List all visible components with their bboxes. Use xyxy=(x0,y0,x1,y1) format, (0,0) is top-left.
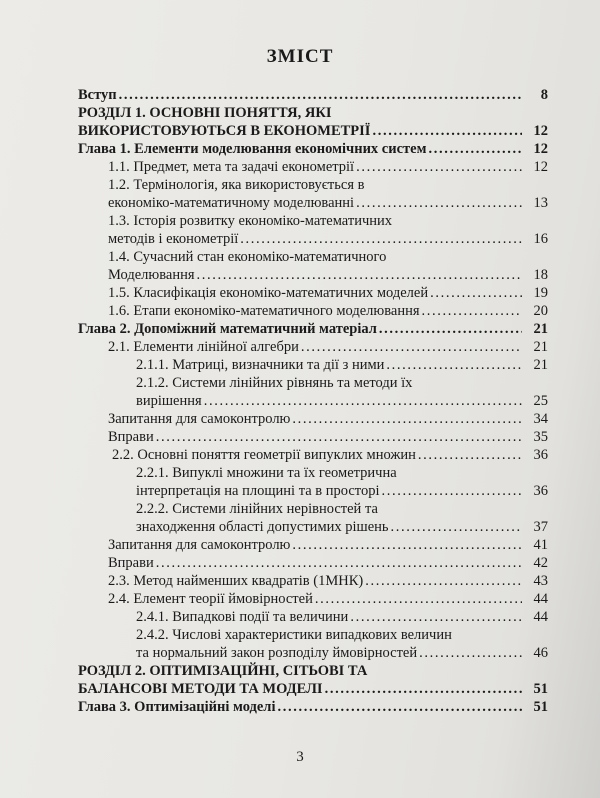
toc-entry-text: 1.5. Класифікація економіко-математичних моделей xyxy=(108,285,429,301)
dot-leader xyxy=(350,608,522,626)
toc-page-number: 44 xyxy=(533,609,548,625)
dot-leader xyxy=(372,122,522,140)
dot-leader xyxy=(381,482,522,500)
dot-leader xyxy=(428,140,522,158)
toc-page-number: 51 xyxy=(533,681,548,697)
toc-page-number: 34 xyxy=(533,411,548,427)
toc-entry-text: Глава 3. Оптимізаційні моделі xyxy=(78,699,276,715)
toc-entry-text: 1.1. Предмет, мета та задачі економетрії xyxy=(108,159,355,175)
toc-entry-text: 2.4.2. Числові характеристики випадкових величин xyxy=(136,627,452,643)
toc-page-number: 42 xyxy=(533,555,548,571)
toc-entry-text: 2.2. Основні поняття геометрії випуклих множин xyxy=(112,447,416,463)
toc-page-number: 21 xyxy=(533,339,548,355)
toc-page-number: 35 xyxy=(533,429,548,445)
dot-leader xyxy=(356,158,522,176)
toc-entry-text: Вправи xyxy=(108,429,154,445)
toc-page-number: 37 xyxy=(533,519,548,535)
toc-page-number: 44 xyxy=(533,591,548,607)
toc-page-number: 8 xyxy=(540,87,548,103)
toc-page-number: 12 xyxy=(533,141,548,157)
dot-leader xyxy=(419,644,522,662)
toc-page-number: 19 xyxy=(533,285,548,301)
toc-page-number: 12 xyxy=(533,159,548,175)
toc-page-number: 25 xyxy=(533,393,548,409)
toc-entry-text: 1.2. Термінологія, яка використовується в xyxy=(108,177,365,193)
toc-page-number: 21 xyxy=(533,321,548,337)
toc-entry-text: ВИКОРИСТОВУЮТЬСЯ В ЕКОНОМЕТРІЇ xyxy=(78,123,371,139)
dot-leader xyxy=(156,554,522,572)
toc-entry-text: 2.4.1. Випадкові події та величини xyxy=(136,609,349,625)
toc-entry-text: інтерпретація на площині та в просторі xyxy=(136,483,380,499)
dot-leader xyxy=(386,356,522,374)
dot-leader xyxy=(422,302,522,320)
toc-entry-text: РОЗДІЛ 2. ОПТИМІЗАЦІЙНІ, СІТЬОВІ ТА xyxy=(78,663,368,679)
toc-page-number: 18 xyxy=(533,267,548,283)
toc-page-number: 13 xyxy=(533,195,548,211)
page-number: 3 xyxy=(296,749,304,765)
toc-page-number: 51 xyxy=(533,699,548,715)
toc-entry-text: 2.2.2. Системи лінійних нерівностей та xyxy=(136,501,378,517)
toc-entry-text: 2.1. Елементи лінійної алгебри xyxy=(108,339,299,355)
toc-page-number: 16 xyxy=(533,231,548,247)
toc-entry-text: знаходження області допустимих рішень xyxy=(136,519,389,535)
toc-entry-text: та нормальний закон розподілу ймовірностей xyxy=(136,645,418,661)
toc-entry-text: РОЗДІЛ 1. ОСНОВНІ ПОНЯТТЯ, ЯКІ xyxy=(78,105,332,121)
dot-leader xyxy=(197,266,522,284)
dot-leader xyxy=(315,590,522,608)
toc-entry-text: 2.2.1. Випуклі множини та їх геометрична xyxy=(136,465,397,481)
toc-entry-text: 1.6. Етапи економіко-математичного моделювання xyxy=(108,303,420,319)
toc-entry-text: 2.4. Елемент теорії ймовірностей xyxy=(108,591,313,607)
toc-entry-text: 2.1.1. Матриці, визначники та дії з ними xyxy=(136,357,385,373)
toc-entry-text: Запитання для самоконтролю xyxy=(108,537,291,553)
toc-page-number: 36 xyxy=(533,483,548,499)
toc-entry-text: Запитання для самоконтролю xyxy=(108,411,291,427)
toc-entry-text: вирішення xyxy=(136,393,202,409)
toc-page-number: 46 xyxy=(533,645,548,661)
toc-page-number: 21 xyxy=(533,357,548,373)
toc-page-number: 36 xyxy=(533,447,548,463)
dot-leader xyxy=(325,680,522,698)
dot-leader xyxy=(119,86,522,104)
dot-leader xyxy=(204,392,522,410)
toc-page-number: 41 xyxy=(533,537,548,553)
toc-entry-text: 2.3. Метод найменших квадратів (1МНК) xyxy=(108,573,364,589)
dot-leader xyxy=(418,446,522,464)
toc-page-number: 43 xyxy=(533,573,548,589)
dot-leader xyxy=(156,428,522,446)
toc-entry-text: методів і економетрії xyxy=(108,231,239,247)
toc-entry-text: 1.4. Сучасний стан економіко-математичного xyxy=(108,249,387,265)
toc-entry-text: Глава 1. Елементи моделювання економічних систем xyxy=(78,141,427,157)
dot-leader xyxy=(379,320,522,338)
dot-leader xyxy=(277,698,522,716)
dot-leader xyxy=(301,338,522,356)
toc-entry-text: Вправи xyxy=(108,555,154,571)
toc-entry-text: 2.1.2. Системи лінійних рівнянь та методи їх xyxy=(136,375,413,391)
dot-leader xyxy=(240,230,522,248)
toc-entry-text: БАЛАНСОВІ МЕТОДИ ТА МОДЕЛІ xyxy=(78,681,323,697)
toc-title: ЗМІСТ xyxy=(266,46,334,67)
toc-entry-text: Глава 2. Допоміжний математичний матеріал xyxy=(78,321,377,337)
toc-entry-text: Моделювання xyxy=(108,267,195,283)
toc-page-number: 20 xyxy=(533,303,548,319)
dot-leader xyxy=(292,536,522,554)
toc-page-number: 12 xyxy=(533,123,548,139)
toc-entry-text: Вступ xyxy=(78,87,117,103)
toc-entry-text: 1.3. Історія розвитку економіко-математичних xyxy=(108,213,393,229)
dot-leader xyxy=(430,284,522,302)
dot-leader xyxy=(365,572,522,590)
dot-leader xyxy=(292,410,522,428)
dot-leader xyxy=(391,518,522,536)
dot-leader xyxy=(356,194,522,212)
toc-entry-text: економіко-математичному моделюванні xyxy=(108,195,355,211)
